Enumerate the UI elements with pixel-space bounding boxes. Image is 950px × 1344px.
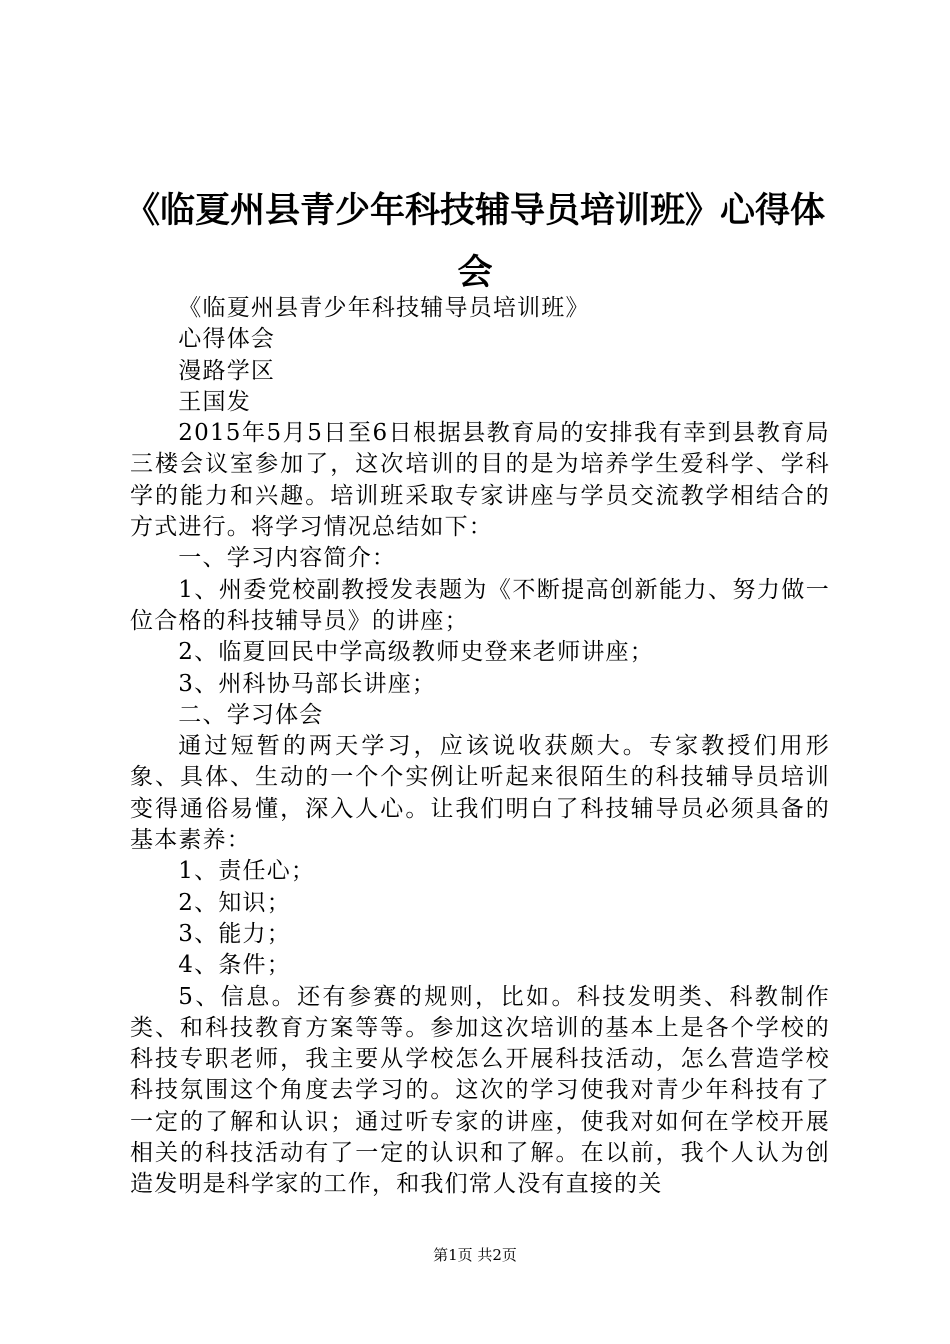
paragraph-lecture-2: 2、临夏回民中学高级教师史登来老师讲座；	[178, 639, 654, 666]
document-body	[130, 293, 830, 1201]
paragraph-quality-3: 3、能力；	[178, 920, 291, 947]
paragraph-course-name: 《临夏州县青少年科技辅导员培训班》	[178, 295, 590, 321]
paragraph-section-2-heading: 二、学习体会	[178, 701, 324, 728]
paragraph-quality-5: 5、信息。还有参赛的规则，比如。科技发明类、科教制作类、和科技教育方案等等。参加这次培训的基本上是各个学校的科技专职老师，我主要从学校怎么开展科技活动，怎么营造学校科技氛围这个角度去学习的。这次的学习使我对青少年科技有了一定的了解和认识；通过听专家的讲座，使我对如何在学校开展相关的科技活动有了一定的认识和了解。在以前，我个人认为创造发明是科学家的工作，和我们常人没有直接的关	[130, 983, 830, 1198]
paragraph-subtitle: 心得体会	[178, 326, 276, 353]
paragraph-quality-1: 1、责任心；	[178, 858, 316, 885]
paragraph-quality-4: 4、条件；	[178, 952, 291, 979]
paragraph-reflection: 通过短暂的两天学习，应该说收获颇大。专家教授们用形象、具体、生动的一个个实例让听起来很陌生的科技辅导员培训变得通俗易懂，深入人心。让我们明白了科技辅导员必须具备的基本素养：	[130, 733, 830, 854]
paragraph-school-district: 漫路学区	[178, 357, 276, 384]
paragraph-lecture-1: 1、州委党校副教授发表题为《不断提高创新能力、努力做一位合格的科技辅导员》的讲座；	[130, 576, 830, 634]
paragraph-author: 王国发	[178, 388, 251, 415]
paragraph-lecture-3: 3、州科协马部长讲座；	[178, 670, 437, 697]
paragraph-section-1-heading: 一、学习内容简介：	[178, 545, 397, 572]
paragraph-quality-2: 2、知识；	[178, 889, 291, 916]
paragraph-intro: 2015年5月5日至6日根据县教育局的安排我有幸到县教育局三楼会议室参加了，这次培训的目的是为培养学生爱科学、学科学的能力和兴趣。培训班采取专家讲座与学员交流教学相结合的方式进行。将学习情况总结如下：	[130, 420, 830, 541]
document-title: 《临夏州县青少年科技辅导员培训班》心得体会	[124, 191, 825, 293]
page-number-footer: 第1页 共2页	[433, 1246, 517, 1264]
